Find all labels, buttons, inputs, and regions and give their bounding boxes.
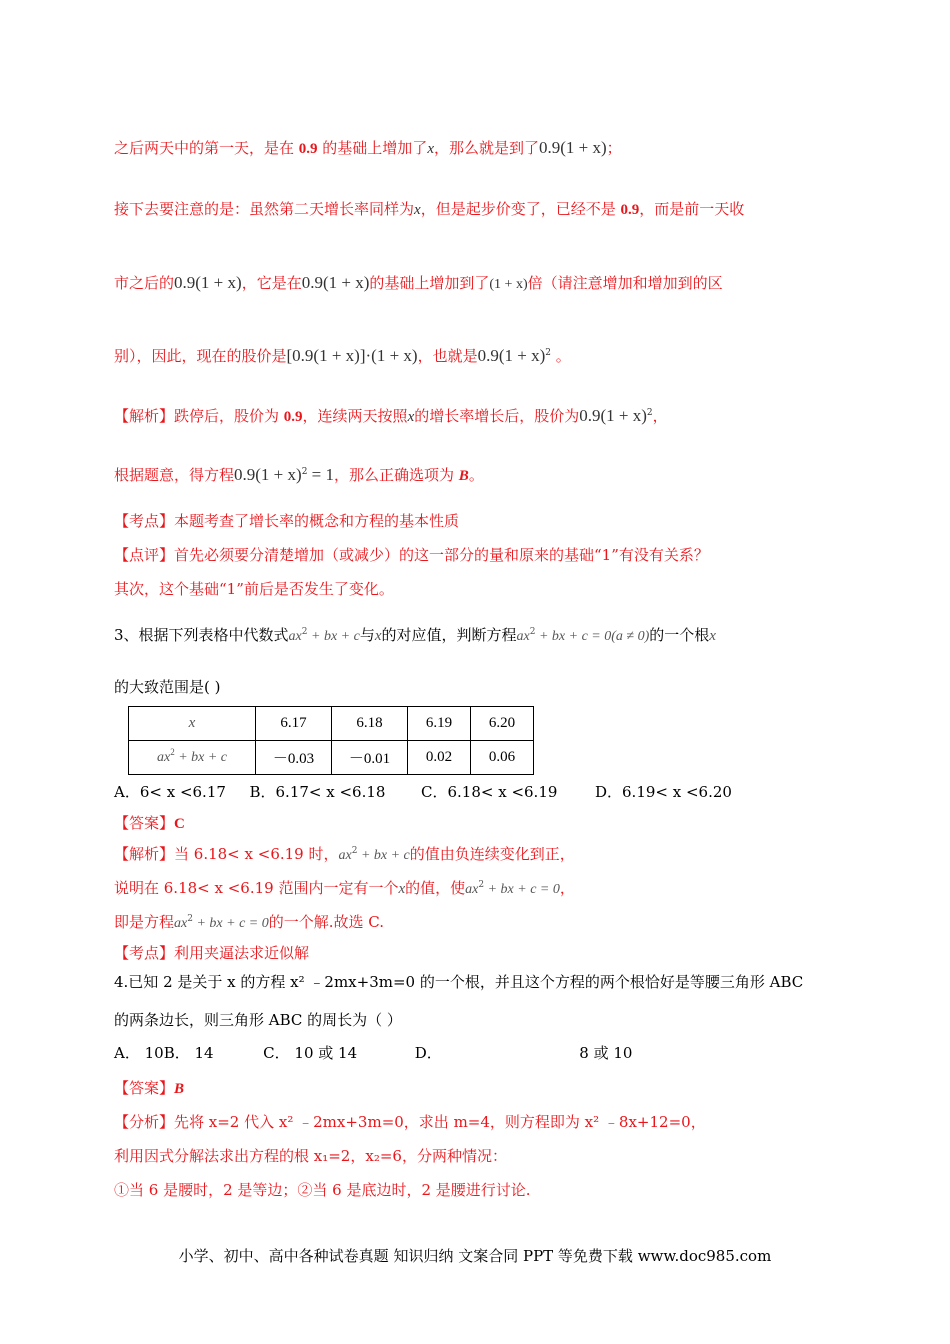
- option-a: A．6< x <6.17: [114, 783, 226, 801]
- analysis-line-1: 【解析】跌停后，股价为 0.9，连续两天按照x的增长率增长后，股价为$0.9(1 + x)^2$，: [114, 406, 668, 425]
- table-cell: －0.03: [256, 741, 332, 775]
- question-4-stem: 4.已知 2 是关于 x 的方程 x² ﹣2mx+3m=0 的一个根，并且这个方程的两个根恰好是等腰三角形 ABC: [114, 973, 804, 991]
- analysis-3-line-1: 【解析】当 6.18< x <6.19 时，$ax^2$ + bx + c的值由负连续变化到正，: [114, 845, 575, 863]
- kaodian-line: 【考点】本题考查了增长率的概念和方程的基本性质: [114, 512, 460, 530]
- question-3-stem: 3、根据下列表格中代数式$ax^2$ + bx + c与x的对应值，判断方程$ax^2$ + bx + c = 0(a ≠ 0)的一个根x: [114, 626, 716, 644]
- option-d-value: 8 或 10: [579, 1044, 633, 1062]
- table-cell: 6.20: [471, 707, 534, 741]
- analysis-3-line-2: 说明在 6.18< x <6.19 范围内一定有一个x的值，使$ax^2$ + bx + c = 0，: [114, 879, 575, 897]
- kaodian-3: 【考点】利用夹逼法求近似解: [114, 944, 310, 962]
- analysis-3-line-3: 即是方程$ax^2$ + bx + c = 0的一个解.故选 C.: [114, 913, 384, 931]
- question-3-stem-cont: 的大致范围是( ): [114, 678, 221, 696]
- question-4-stem-cont: 的两条边长，则三角形 ABC 的周长为（ ）: [114, 1011, 402, 1029]
- explanation-line-1: 之后两天中的第一天，是在 0.9 的基础上增加了x，那么就是到了0.9(1 + x)；: [114, 138, 622, 157]
- fenxi-4-line-1: 【分析】先将 x=2 代入 x² ﹣2mx+3m=0，求出 m=4，则方程即为 x² ﹣8x+12=0，: [114, 1113, 706, 1131]
- answer-3: 【答案】C: [114, 814, 185, 832]
- explanation-line-2: 接下去要注意的是：虽然第二天增长率同样为x，但是起步价变了，已经不是 0.9，而是前一天收: [114, 200, 745, 218]
- table-cell: x: [129, 707, 256, 741]
- page-footer: 小学、初中、高中各种试卷真题 知识归纳 文案合同 PPT 等免费下载 www.doc985.com: [178, 1247, 772, 1265]
- table-cell: －0.01: [332, 741, 408, 775]
- option-c: C．6.18< x <6.19: [421, 783, 558, 801]
- option-c: C． 10 或 14: [263, 1044, 358, 1062]
- explanation-line-4: 别），因此，现在的股价是[0.9(1 + x)]·(1 + x)，也就是$0.9(1 + x)^2$ 。: [114, 346, 571, 365]
- option-d: D．6.19< x <6.20: [594, 783, 732, 801]
- answer-4: 【答案】B: [114, 1079, 185, 1097]
- option-b: B． 14: [163, 1044, 214, 1062]
- dianping-line-2: 其次，这个基础“1”前后是否发生了变化。: [114, 580, 394, 598]
- analysis-line-2: 根据题意，得方程$0.9(1 + x)^2 = 1$，那么正确选项为 B。: [114, 465, 484, 484]
- table-cell: 6.17: [256, 707, 332, 741]
- option-b: B．6.17< x <6.18: [249, 783, 386, 801]
- question-3-options: [114, 782, 732, 802]
- table-cell: 0.02: [408, 741, 471, 775]
- option-a: A． 10: [114, 1044, 164, 1062]
- table-cell: 0.06: [471, 741, 534, 775]
- fenxi-4-line-3: ①当 6 是腰时，2 是等边；②当 6 是底边时，2 是腰进行讨论.: [114, 1181, 531, 1199]
- fenxi-4-line-2: 利用因式分解法求出方程的根 x₁=2，x₂=6，分两种情况：: [114, 1147, 507, 1165]
- dianping-line-1: 【点评】首先必须要分清楚增加（或减少）的这一部分的量和原来的基础“1”有没有关系？: [114, 546, 709, 564]
- table-cell: 6.19: [408, 707, 471, 741]
- table-cell: 6.18: [332, 707, 408, 741]
- values-table: [128, 706, 534, 775]
- table-row: [129, 741, 534, 775]
- table-cell: $ax^2$ + bx + c: [129, 741, 256, 775]
- explanation-line-3: 市之后的0.9(1 + x)，它是在0.9(1 + x)的基础上增加到了(1 + x)倍（请注意增加和增加到的区: [114, 273, 723, 292]
- table-row: [129, 707, 534, 741]
- option-d: D．: [414, 1044, 442, 1062]
- question-4-options: [114, 1043, 632, 1063]
